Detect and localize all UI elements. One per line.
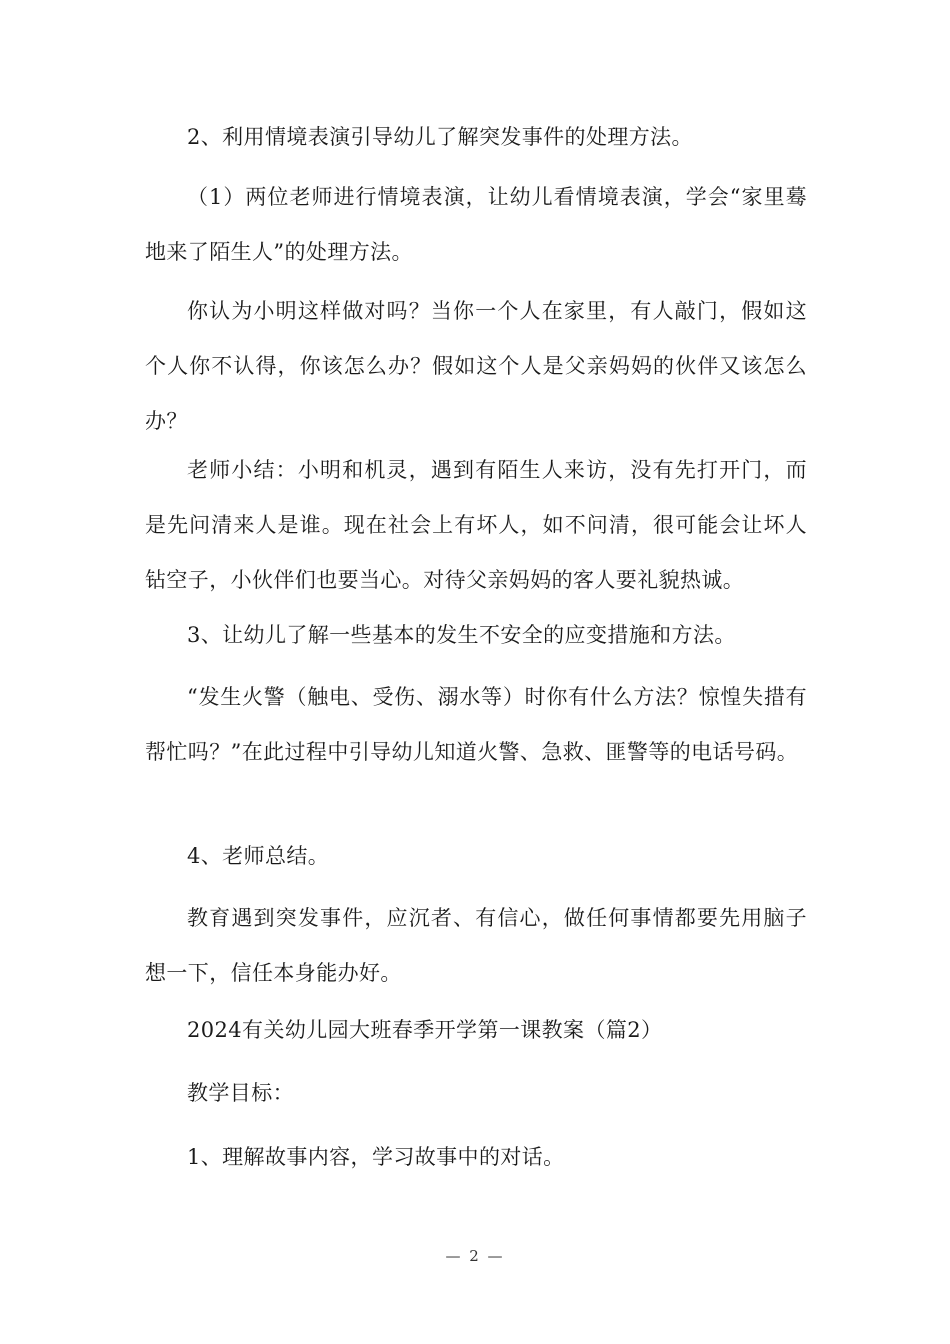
- paragraph-emergency-question: “发生火警（触电、受伤、溺水等）时你有什么方法？惊惶失措有帮忙吗？”在此过程中引导幼儿知道火警、急救、匪警等的电话号码。: [145, 685, 807, 764]
- paragraph-teacher-summary: 老师小结：小明和机灵，遇到有陌生人来访，没有先打开门，而是先问清来人是谁。现在社会上有坏人，如不问清，很可能会让坏人钻空子，小伙伴们也要当心。对待父亲妈妈的客人要礼貌热诚。: [145, 458, 807, 592]
- paragraph-teaching-goals: 教学目标：: [187, 1081, 294, 1105]
- paragraph-section-3-heading: 3、让幼儿了解一些基本的发生不安全的应变措施和方法。: [187, 623, 736, 647]
- paragraph-goal-1: 1、理解故事内容，学习故事中的对话。: [187, 1145, 565, 1169]
- paragraph-question: 你认为小明这样做对吗？当你一个人在家里，有人敲门，假如这个人你不认得，你该怎么办？假如这个人是父亲妈妈的伙伴又该怎么办？: [145, 299, 807, 433]
- paragraph-section-2-heading: 2、利用情境表演引导幼儿了解突发事件的处理方法。: [187, 125, 693, 149]
- page-number: — 2 —: [445, 1247, 505, 1265]
- paragraph-section-4-heading: 4、老师总结。: [187, 844, 330, 868]
- paragraph-education: 教育遇到突发事件，应沉者、有信心，做任何事情都要先用脑子想一下，信任本身能办好。: [145, 906, 807, 985]
- paragraph-lesson-plan-title: 2024有关幼儿园大班春季开学第一课教案（篇2）: [187, 1018, 663, 1042]
- paragraph-situation-play: （1）两位老师进行情境表演，让幼儿看情境表演，学会“家里蓦地来了陌生人”的处理方法。: [145, 185, 807, 264]
